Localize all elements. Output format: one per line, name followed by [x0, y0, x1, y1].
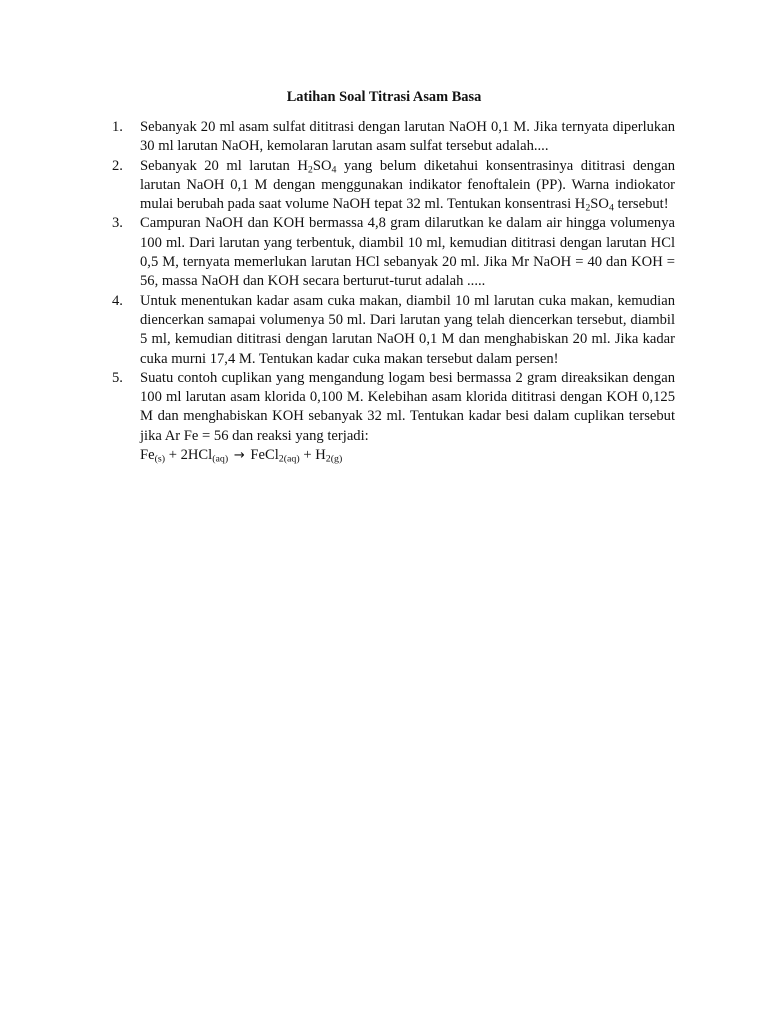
question-5	[104, 369, 675, 465]
question-list	[104, 118, 675, 465]
question-number: 2.	[112, 157, 123, 174]
question-3	[104, 214, 675, 291]
question-number: 5.	[112, 369, 123, 386]
question-text: Untuk menentukan kadar asam cuka makan, diambil 10 ml larutan cuka makan, kemudian diencerkan samapai volumenya 50 ml. Dari larutan yang telah diencerkan tersebut, diambil 5 ml, kemudian dititrasi dengan larutan NaOH 0,1 M dan menghabiskan 20 ml. Jika kadar cuka murni 17,4 M. Tentukan kadar cuka makan tersebut dalam persen!	[140, 292, 675, 367]
subscript: 2	[585, 202, 591, 214]
question-2	[104, 157, 675, 215]
question-4	[104, 292, 675, 369]
question-number: 4.	[112, 292, 123, 309]
text-segment: Sebanyak 20 ml larutan H	[140, 157, 308, 174]
subscript: (aq)	[212, 453, 229, 465]
question-text: Campuran NaOH dan KOH bermassa 4,8 gram dilarutkan ke dalam air hingga volumenya 100 ml. Dari larutan yang terbentuk, diambil 10 ml, kemudian dititrasi dengan larutan HCl 0,5 M, ternyata memerlukan larutan HCl sebanyak 20 ml. Jika Mr NaOH = 40 dan KOH = 56, massa NaOH dan KOH secara berturut-turut adalah .....	[140, 215, 675, 290]
question-number: 3.	[112, 215, 123, 232]
question-text: Suatu contoh cuplikan yang mengandung logam besi bermassa 2 gram direaksikan dengan 100 ml larutan asam klorida 0,100 M. Kelebihan asam klorida dititrasi dengan KOH 0,125 M dan menghabiskan KOH sebanyak 32 ml. Tentukan kadar besi dalam cuplikan tersebut jika Ar Fe = 56 dan reaksi yang terjadi:	[140, 369, 675, 444]
equation-term: + H	[299, 447, 326, 464]
reaction-equation	[140, 446, 675, 465]
subscript: 2(aq)	[278, 453, 300, 465]
equation-term: FeCl	[250, 447, 279, 464]
question-text	[140, 157, 675, 215]
reaction-arrow-icon: →	[233, 448, 245, 464]
text-segment: tersebut!	[613, 196, 669, 213]
question-1	[104, 118, 675, 157]
text-segment: SO	[590, 196, 609, 213]
text-segment: yang belum diketahui konsentrasinya dititrasi dengan larutan NaOH 0,1 M dengan menggunakan indikator fenoftalein (PP). Warna indiokator mulai berubah pada saat volume NaOH tepat 32 ml. Tentukan konsentrasi H	[140, 157, 676, 213]
text-segment: SO	[312, 157, 332, 174]
subscript: 4	[331, 164, 337, 176]
question-text: Sebanyak 20 ml asam sulfat dititrasi dengan larutan NaOH 0,1 M. Jika ternyata diperlukan 30 ml larutan NaOH, kemolaran larutan asam sulfat tersebut adalah....	[140, 119, 675, 155]
equation-term: + 2HCl	[165, 447, 213, 464]
subscript: 4	[608, 202, 614, 214]
question-number: 1.	[112, 119, 123, 135]
subscript: 2(g)	[325, 453, 343, 465]
subscript: 2	[307, 164, 313, 176]
equation-term: Fe	[140, 447, 155, 464]
subscript: (s)	[154, 453, 166, 465]
document-title: Latihan Soal Titrasi Asam Basa	[286, 89, 482, 105]
